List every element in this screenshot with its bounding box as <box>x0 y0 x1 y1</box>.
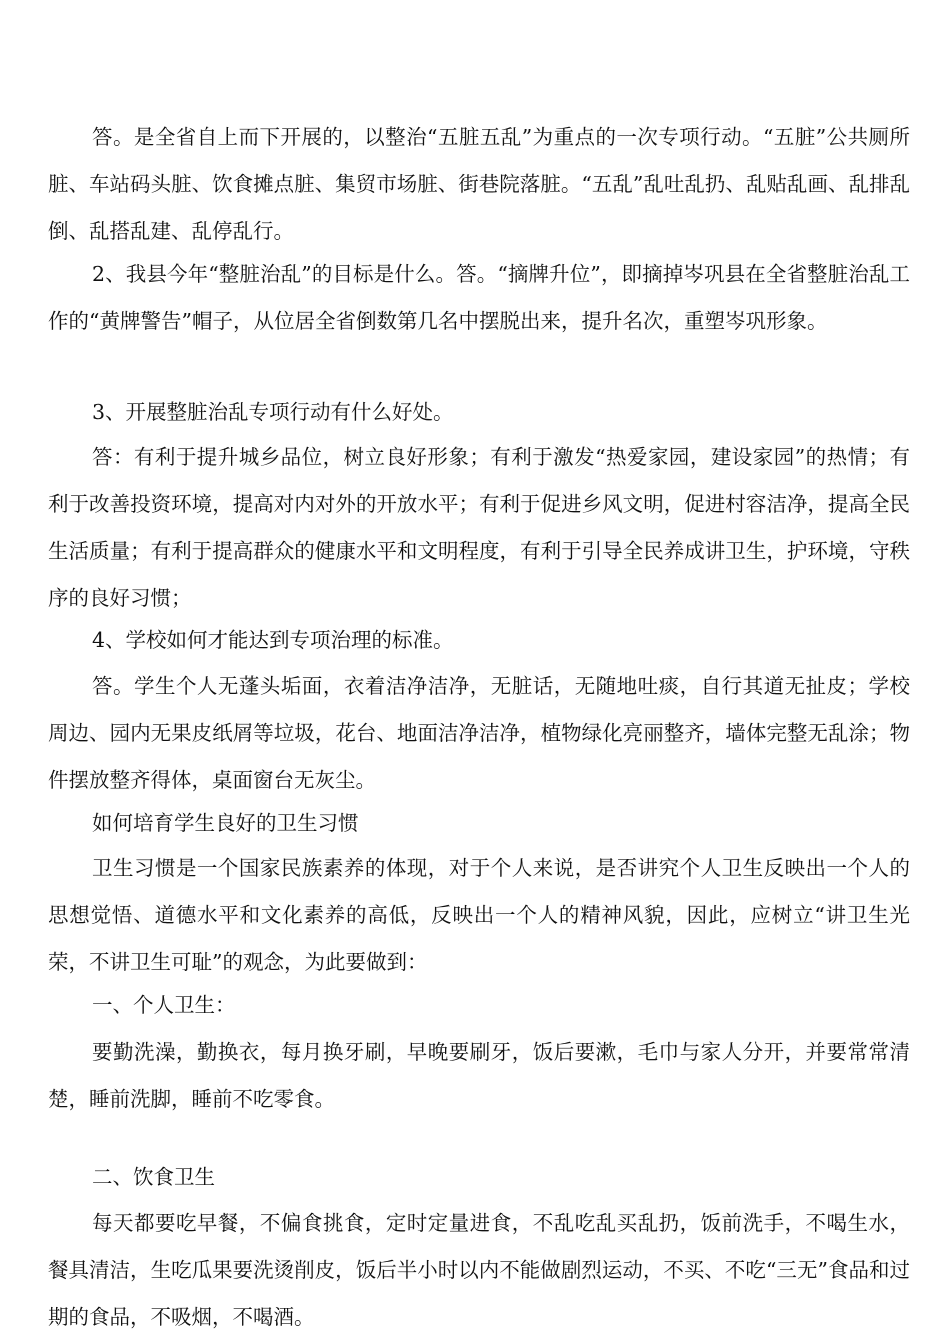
personal-hygiene-paragraph: 要勤洗澡，勤换衣，每月换牙刷，早晚要刷牙，饭后要漱，毛巾与家人分开，并要常常清楚，睡前洗脚，睡前不吃零食。 <box>48 1040 910 1111</box>
answer-paragraph-1: 答。是全省自上而下开展的，以整治“五脏五乱”为重点的一次专项行动。“五脏”公共厕所脏、车站码头脏、饮食摊点脏、集贸市场脏、街巷院落脏。“五乱”乱吐乱扔、乱贴乱画、乱排乱倒、乱搭乱建、乱停乱行。 <box>48 125 910 243</box>
heading-food-hygiene: 二、饮食卫生 <box>92 1165 215 1189</box>
heading-personal-hygiene: 一、个人卫生： <box>92 993 236 1017</box>
section-title: 如何培育学生良好的卫生习惯 <box>92 811 359 835</box>
food-hygiene-paragraph: 每天都要吃早餐，不偏食挑食，定时定量进食，不乱吃乱买乱扔，饭前洗手，不喝生水，餐具清洁，生吃瓜果要洗烫削皮，饭后半小时以内不能做剧烈运动，不买、不吃“三无”食品和过期的食品，不吸烟，不喝酒。 <box>48 1211 910 1329</box>
question-paragraph-3: 3、开展整脏治乱专项行动有什么好处。 <box>92 400 454 424</box>
answer-paragraph-3: 答：有利于提升城乡品位，树立良好形象；有利于激发“热爱家园，建设家园”的热情；有利于改善投资环境，提高对内对外的开放水平；有利于促进乡风文明，促进村容洁净，提高全民生活质量；有利于提高群众的健康水平和文明程度，有利于引导全民养成讲卫生，护环境，守秩序的良好习惯； <box>48 445 910 610</box>
question-paragraph-4: 4、学校如何才能达到专项治理的标准。 <box>92 628 454 652</box>
question-paragraph-2: 2、我县今年“整脏治乱”的目标是什么。答。“摘牌升位”，即摘掉岑巩县在全省整脏治乱工作的“黄牌警告”帽子，从位居全省倒数第几名中摆脱出来，提升名次，重塑岑巩形象。 <box>48 262 910 333</box>
intro-paragraph: 卫生习惯是一个国家民族素养的体现，对于个人来说，是否讲究个人卫生反映出一个人的思想觉悟、道德水平和文化素养的高低，反映出一个人的精神风貌，因此，应树立“讲卫生光荣，不讲卫生可耻”的观念，为此要做到： <box>48 856 910 974</box>
answer-paragraph-4: 答。学生个人无蓬头垢面，衣着洁净洁净，无脏话，无随地吐痰，自行其道无扯皮；学校周边、园内无果皮纸屑等垃圾，花台、地面洁净洁净，植物绿化亮丽整齐，墙体完整无乱涂；物件摆放整齐得体，桌面窗台无灰尘。 <box>48 674 910 792</box>
